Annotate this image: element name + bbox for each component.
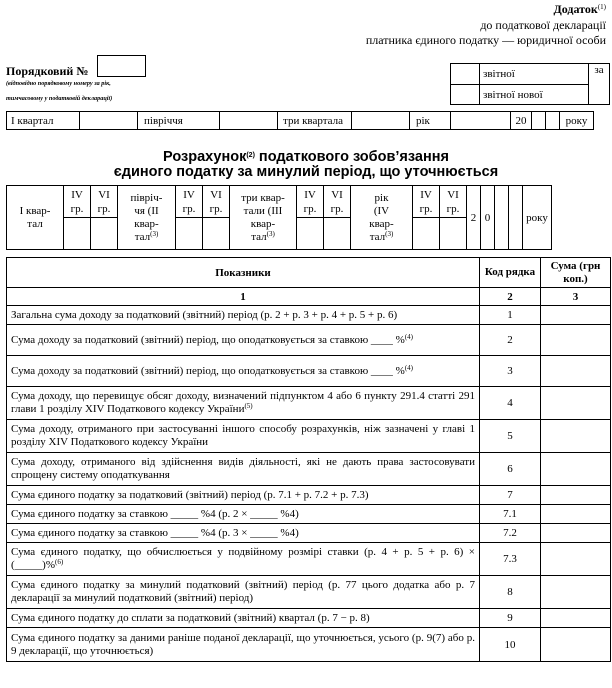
row-code: 10: [480, 628, 541, 662]
reporting-period-table: [6, 111, 594, 130]
calc-half-vi-box[interactable]: [203, 218, 230, 250]
row-code: 7: [480, 486, 541, 505]
report-type-for: за: [589, 64, 610, 85]
report-type-table: [450, 63, 610, 105]
period-q3-checkbox[interactable]: [352, 112, 410, 130]
row-code: 7.3: [480, 543, 541, 576]
calc-q3-vi: VI гр.: [324, 186, 351, 218]
calc-year-digit-4[interactable]: [509, 186, 523, 250]
calc-year-iv-box[interactable]: [413, 218, 440, 250]
row-label: Сума єдиного податку за минулий податковий (звітний) період (р. 77 цього додатка або р. 7 декларації за минулий податковий (звітний) період): [7, 576, 480, 609]
row-sum-field[interactable]: [541, 576, 611, 609]
period-year-suffix: року: [560, 112, 594, 130]
ordinal-number-field[interactable]: [97, 55, 146, 77]
column-number-2: 2: [480, 288, 541, 306]
row-sum-field[interactable]: [541, 524, 611, 543]
row-code: 7.2: [480, 524, 541, 543]
period-year-digit-2[interactable]: [546, 112, 560, 130]
header-code: Код рядка: [480, 258, 541, 288]
calc-year-digit-2: 2: [467, 186, 481, 250]
row-label: Сума доходу, отриманого при застосуванні іншого способу розрахунків, ніж зазначені у главі 1 розділу XIV Податкового кодексу України: [7, 420, 480, 453]
row-code: 2: [480, 325, 541, 356]
addendum-line1: до податкової декларації: [480, 17, 606, 32]
row-code: 6: [480, 453, 541, 486]
calc-q1-vi-box[interactable]: [91, 218, 118, 250]
ordinal-label: Порядковий №: [6, 64, 89, 78]
report-type-reporting: звітної: [480, 64, 589, 85]
row-code: 9: [480, 609, 541, 628]
calc-year-label: рік (IV квар- тал$^{(3)}$: [351, 186, 413, 250]
calc-half-iv: IV гр.: [176, 186, 203, 218]
indicators-table: [6, 257, 611, 662]
row-label: Сума доходу за податковий (звітний) період, що оподатковується за ставкою ____ %$^{(4)}$: [7, 325, 480, 356]
row-sum-field[interactable]: [541, 453, 611, 486]
correction-period-table: [6, 185, 552, 250]
row-label: Сума єдиного податку за ставкою _____ %4 (р. 3 × _____ %4): [7, 524, 480, 543]
header-indicators: Показники: [7, 258, 480, 288]
addendum-header: [366, 2, 606, 49]
report-type-checkbox-1[interactable]: [451, 64, 480, 85]
row-sum-field[interactable]: [541, 609, 611, 628]
calc-q3-iv: IV гр.: [297, 186, 324, 218]
column-number-3: 3: [541, 288, 611, 306]
calc-half-iv-box[interactable]: [176, 218, 203, 250]
row-label: Сума єдиного податку, що обчислюється у подвійному розмірі ставки (р. 4 + р. 5 + р. 6) × (_____)%$^{(6)}$: [7, 543, 480, 576]
calc-year-iv: IV гр.: [413, 186, 440, 218]
addendum-ref: (1): [597, 3, 606, 11]
calc-q3-vi-box[interactable]: [324, 218, 351, 250]
period-q1-checkbox[interactable]: [80, 112, 138, 130]
header-sum: Сума (грн коп.): [541, 258, 611, 288]
row-code: 1: [480, 306, 541, 325]
calc-q1-iv-box[interactable]: [64, 218, 91, 250]
ordinal-note-1: (відповідно порядковому номеру за рік,: [6, 80, 111, 87]
period-year-label: рік: [410, 112, 451, 130]
column-number-1: 1: [7, 288, 480, 306]
period-year-digit-1[interactable]: [532, 112, 546, 130]
period-q3-label: три квартала: [278, 112, 352, 130]
row-sum-field[interactable]: [541, 325, 611, 356]
period-q1-label: І квартал: [7, 112, 80, 130]
calc-year-vi: VI гр.: [440, 186, 467, 218]
row-code: 4: [480, 387, 541, 420]
calc-half-vi: VI гр.: [203, 186, 230, 218]
calc-q1-iv: IV гр.: [64, 186, 91, 218]
calc-q3-iv-box[interactable]: [297, 218, 324, 250]
row-sum-field[interactable]: [541, 628, 611, 662]
ordinal-note-2: тимчасовому у податковій декларації): [6, 95, 113, 102]
row-sum-field[interactable]: [541, 356, 611, 387]
addendum-line2: платника єдиного податку — юридичної особи: [365, 33, 606, 47]
row-label: Сума доходу за податковий (звітний) період, що оподатковується за ставкою ____ %$^{(4)}$: [7, 356, 480, 387]
row-sum-field[interactable]: [541, 387, 611, 420]
row-sum-field[interactable]: [541, 543, 611, 576]
calc-q1-vi: VI гр.: [91, 186, 118, 218]
calc-half-label: півріч- чя (ІІ квар- тал$^{(3)}$: [118, 186, 176, 250]
period-year-checkbox[interactable]: [451, 112, 511, 130]
row-label: Сума єдиного податку за даними раніше поданої декларації, що уточнюється, усього (р. 9(7) або р. 9 декларації, що уточнюється): [7, 628, 480, 662]
report-type-reporting-new: звітної нової: [480, 85, 589, 105]
calc-year-digit-3[interactable]: [495, 186, 509, 250]
row-sum-field[interactable]: [541, 420, 611, 453]
row-code: 3: [480, 356, 541, 387]
row-label: Загальна сума доходу за податковий (звітний) період (р. 2 + р. 3 + р. 4 + р. 5 + р. 6): [7, 306, 480, 325]
calc-year-suffix: року: [523, 186, 552, 250]
page-title: Розрахунок$^{(2)}$ податкового зобов’язання єдиного податку за минулий період, що уточнюється: [113, 149, 499, 180]
row-label: Сума доходу, отриманого від здійснення видів діяльності, які не дають права застосовувати спрощену систему оподаткування: [7, 453, 480, 486]
row-label: Сума єдиного податку до сплати за податковий (звітний) квартал (р. 7 − р. 8): [7, 609, 480, 628]
period-year-prefix: 20: [511, 112, 532, 130]
calc-year-digit-0: 0: [481, 186, 495, 250]
row-sum-field[interactable]: [541, 505, 611, 524]
row-code: 8: [480, 576, 541, 609]
calc-q3-label: три квар- тали (ІІІ квар- тал$^{(3)}$: [230, 186, 297, 250]
row-sum-field[interactable]: [541, 306, 611, 325]
row-code: 5: [480, 420, 541, 453]
calc-year-vi-box[interactable]: [440, 218, 467, 250]
addendum-title: Додаток: [553, 2, 598, 16]
report-type-checkbox-2[interactable]: [451, 85, 480, 105]
calc-q1-label: І квар- тал: [7, 186, 64, 250]
row-label: Сума доходу, що перевищує обсяг доходу, визначений підпунктом 4 або 6 пункту 291.4 статті 291 глави 1 розділу XIV Податкового кодексу України$^{(5)}$: [7, 387, 480, 420]
period-half-label: півріччя: [138, 112, 220, 130]
row-label: Сума єдиного податку за ставкою _____ %4 (р. 2 × _____ %4): [7, 505, 480, 524]
period-half-checkbox[interactable]: [220, 112, 278, 130]
row-sum-field[interactable]: [541, 486, 611, 505]
row-label: Сума єдиного податку за податковий (звітний) період (р. 7.1 + р. 7.2 + р. 7.3): [7, 486, 480, 505]
row-code: 7.1: [480, 505, 541, 524]
